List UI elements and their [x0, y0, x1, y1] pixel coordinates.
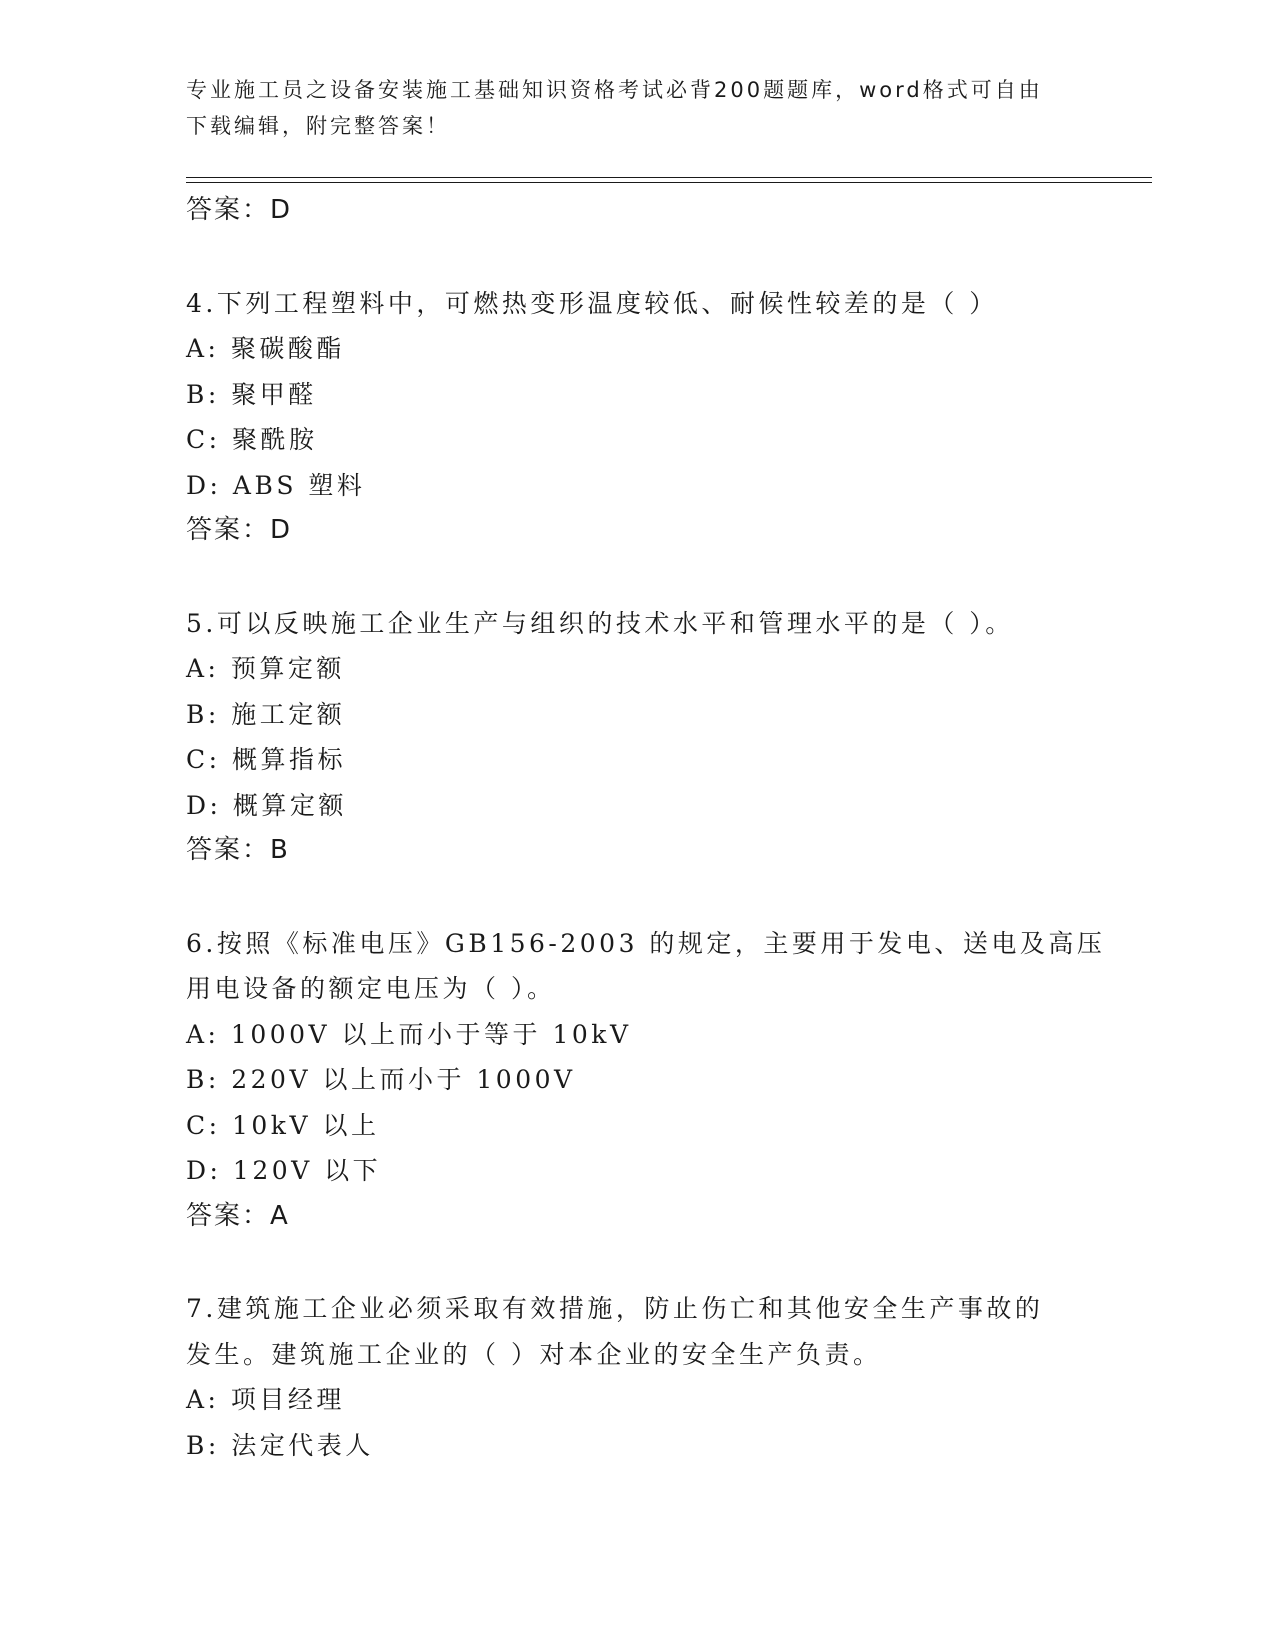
question-stem: 5.可以反映施工企业生产与组织的技术水平和管理水平的是（ ）。 [186, 608, 1014, 638]
header-rule-top [186, 177, 1152, 178]
question-stem: 4.下列工程塑料中，可燃热变形温度较低、耐候性较差的是（ ） [186, 288, 998, 318]
option-a: A: 聚碳酸酯 [186, 334, 345, 363]
header-line-1: 专业施工员之设备安装施工基础知识资格考试必背200题题库，word格式可自由 [186, 78, 1043, 102]
question-block [186, 921, 1106, 1240]
question-stem: 7.建筑施工企业必须采取有效措施，防止伤亡和其他安全生产事故的 [186, 1294, 1044, 1323]
question-block [186, 281, 1086, 554]
option-a: A: 1000V 以上而小于等于 10kV [186, 1019, 632, 1049]
answer-line: 答案：A [186, 1200, 290, 1231]
option-b: B: 施工定额 [186, 699, 346, 729]
question-stem-continued: 用电设备的额定电压为（ ）。 [186, 974, 556, 1003]
option-b: B: 220V 以上而小于 1000V [186, 1065, 576, 1094]
question-stem-continued: 发生。建筑施工企业的（ ）对本企业的安全生产负责。 [186, 1339, 882, 1369]
option-d: D: 120V 以下 [186, 1156, 382, 1185]
spacer [186, 234, 1086, 281]
option-c: C: 聚酰胺 [186, 425, 318, 454]
spacer [186, 874, 1086, 921]
option-c: C: 10kV 以上 [186, 1110, 380, 1140]
spacer [186, 554, 1086, 601]
option-a: A: 项目经理 [186, 1385, 345, 1414]
header-rule-bottom [186, 182, 1152, 183]
option-b: B: 聚甲醛 [186, 379, 317, 409]
question-list [186, 188, 1106, 1468]
option-b: B: 法定代表人 [186, 1430, 374, 1460]
spacer [186, 1239, 1086, 1286]
previous-answer: 答案：D [186, 195, 293, 225]
option-c: C: 概算指标 [186, 745, 346, 774]
answer-line: 答案：D [186, 515, 293, 545]
option-d: D: 概算定额 [186, 790, 347, 820]
question-block [186, 1286, 1086, 1468]
header-line-2: 下载编辑，附完整答案！ [186, 114, 450, 138]
question-stem: 6.按照《标准电压》GB156-2003 的规定，主要用于发电、送电及高压 [186, 928, 1106, 958]
answer-line: 答案：B [186, 835, 290, 865]
option-a: A: 预算定额 [186, 654, 345, 683]
option-d: D: ABS 塑料 [186, 470, 366, 500]
document-header [186, 72, 1066, 144]
question-block [186, 601, 1086, 874]
